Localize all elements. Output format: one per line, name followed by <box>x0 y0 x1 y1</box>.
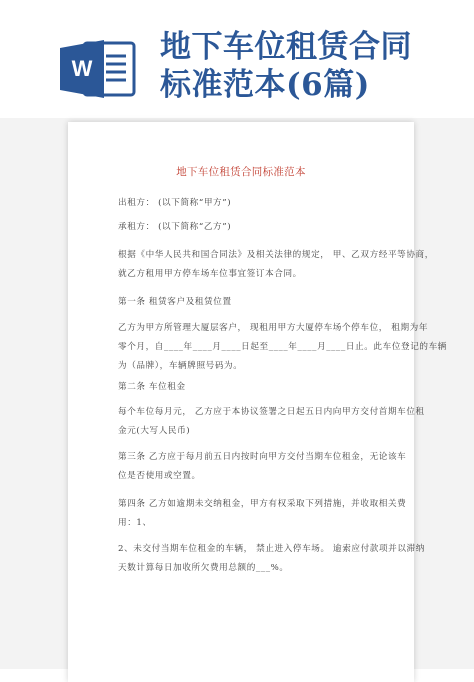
text-line: 位是否使用或空置。 <box>118 471 201 481</box>
text-line: 每个车位每月元， 乙方应于本协议签署之日起五日内向甲方交付首期车位租 <box>118 407 425 417</box>
lessee-line <box>118 218 378 237</box>
title-line-2: 标准范本(6篇) <box>160 67 370 103</box>
text-line: 根据《中华人民共和国合同法》及相关法律的规定， 甲、乙双方经平等协商， <box>118 250 434 260</box>
lessor-line <box>118 194 378 213</box>
article-1-paragraph <box>118 319 447 376</box>
banner-header <box>0 0 474 118</box>
svg-text:W: W <box>71 56 93 81</box>
document-title: 地下车位租赁合同标准范本 <box>176 166 306 178</box>
text-line: 用：1、 <box>118 518 152 528</box>
text-line: 第一条 租赁客户及租赁位置 <box>118 297 232 307</box>
text-line: 天数计算每日加收所欠费用总额的___%。 <box>118 563 289 573</box>
text-line: 出租方： (以下简称“甲方”) <box>118 198 232 208</box>
document-page <box>68 122 447 682</box>
article-1-heading <box>118 293 378 312</box>
article-2-paragraph <box>118 403 425 441</box>
page-title <box>160 28 460 104</box>
article-4-item-2 <box>118 540 425 578</box>
title-line-1: 地下车位租赁合同 <box>160 29 412 65</box>
article-3-paragraph <box>118 448 407 486</box>
text-line: 零个月，自____年____月____日起至____年____月____日止。此车位登记的车辆 <box>118 342 447 352</box>
text-line: 为（品牌），车辆牌照号码为。 <box>118 361 243 371</box>
preamble-paragraph <box>118 246 434 284</box>
text-line: 第四条 乙方如逾期未交纳租金，甲方有权采取下列措施，并收取相关费 <box>118 499 407 509</box>
text-line: 乙方为甲方所管理大厦层客户， 现租用甲方大厦停车场个停车位， 租期为年 <box>118 323 429 333</box>
article-4-paragraph <box>118 495 407 533</box>
word-document-icon <box>60 40 136 98</box>
text-line: 承租方： (以下简称“乙方”) <box>118 222 232 232</box>
text-line: 2、未交付当期车位租金的车辆， 禁止进入停车场。 逾索应付款项并以滞纳 <box>118 544 425 554</box>
text-line: 金元(大写人民币) <box>118 426 191 436</box>
text-line: 就乙方租用甲方停车场车位事宜签订本合同。 <box>118 269 302 279</box>
article-2-heading <box>118 378 378 397</box>
text-line: 第三条 乙方应于每月前五日内按时向甲方交付当期车位租金，无论该车 <box>118 452 407 462</box>
text-line: 第二条 车位租金 <box>118 382 186 392</box>
